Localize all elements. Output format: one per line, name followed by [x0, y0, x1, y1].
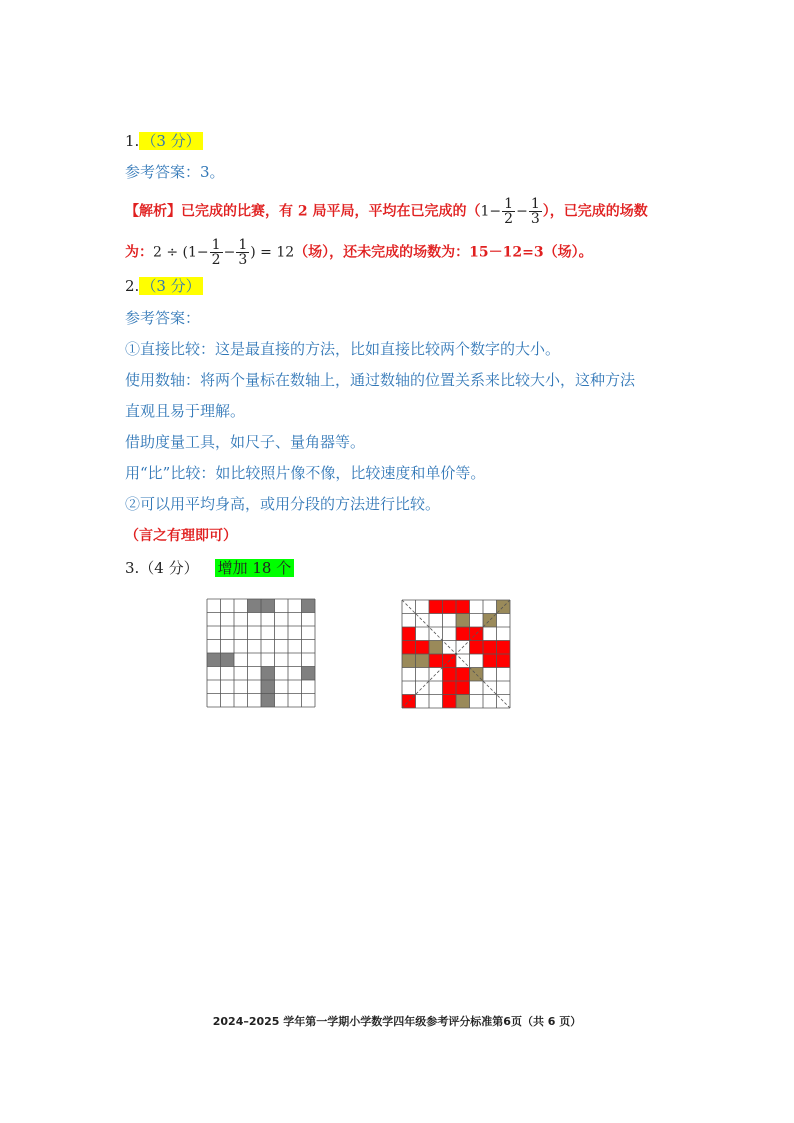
shaded-cell — [261, 599, 275, 613]
shaded-cell — [261, 667, 275, 681]
q1-number: 1. — [125, 132, 140, 150]
frac-den: 2 — [211, 252, 221, 268]
q2-line-5: 用“比”比较：如比较照片像不像，比较速度和单价等。 — [125, 464, 486, 482]
q2-line-2: 使用数轴：将两个量标在数轴上，通过数轴的位置关系来比较大小，这种方法 — [125, 371, 636, 389]
q1-score: （3 分） — [141, 132, 201, 150]
red-cell — [456, 681, 470, 695]
q2-line-4: 借助度量工具，如尺子、量角器等。 — [125, 433, 366, 451]
red-cell — [443, 681, 457, 695]
expr-minus: − — [489, 203, 502, 220]
fraction-third — [236, 238, 249, 267]
red-cell — [443, 668, 457, 682]
red-cell — [443, 600, 457, 614]
red-cell — [402, 641, 416, 655]
q2-note: （言之有理即可） — [125, 528, 237, 544]
q3-number: 3.（4 分） — [125, 559, 199, 577]
q1-analysis-tag: 【解析】 — [125, 203, 181, 220]
red-cell — [497, 654, 511, 668]
shaded-cell — [221, 653, 235, 667]
red-cell — [456, 668, 470, 682]
shaded-cell — [261, 680, 275, 694]
frac-den: 3 — [530, 211, 540, 227]
shaded-cell — [207, 653, 221, 667]
expr-minus: − — [196, 244, 209, 261]
q1-analysis-text-d: （场），还未完成的场数为：15－12=3（场）。 — [294, 244, 593, 261]
frac-num: 1 — [530, 196, 540, 212]
olive-cell — [456, 695, 470, 709]
frac-den: 3 — [238, 252, 248, 268]
expr-one: 1 — [480, 203, 490, 220]
shaded-cell — [302, 667, 316, 681]
q2-score: （3 分） — [141, 277, 201, 295]
red-cell — [443, 695, 457, 709]
frac-den: 2 — [504, 211, 514, 227]
grid-left-figure — [206, 598, 316, 708]
frac-num: 1 — [238, 237, 248, 253]
q2-header — [125, 276, 203, 296]
q1-analysis-line2 — [125, 238, 593, 267]
grid-right-figure — [401, 599, 511, 709]
olive-cell — [429, 641, 443, 655]
fraction-half — [210, 238, 223, 267]
red-cell — [416, 641, 430, 655]
expr-div: 2 ÷ (1 — [153, 244, 197, 261]
q2-line-6: ②可以用平均身高，或用分段的方法进行比较。 — [125, 495, 441, 513]
red-cell — [456, 600, 470, 614]
q2-line-1: ①直接比较：这是最直接的方法，比如直接比较两个数字的大小。 — [125, 340, 561, 358]
q3-answer: 增加 18 个 — [215, 559, 295, 577]
red-cell — [497, 641, 511, 655]
expr-minus: − — [223, 244, 236, 261]
frac-num: 1 — [211, 237, 221, 253]
fraction-third — [529, 197, 542, 226]
q1-analysis-text-a: 已完成的比赛，有 2 局平局，平均在已完成的（ — [181, 203, 481, 220]
olive-cell — [416, 654, 430, 668]
q2-answer-label: 参考答案： — [125, 309, 201, 327]
red-cell — [483, 654, 497, 668]
red-cell — [429, 654, 443, 668]
red-cell — [402, 627, 416, 641]
red-cell — [483, 641, 497, 655]
fraction-half — [502, 197, 515, 226]
expr-minus: − — [516, 203, 528, 220]
red-cell — [470, 641, 484, 655]
olive-cell — [456, 614, 470, 628]
q1-header — [125, 131, 203, 151]
expr-close: ) = 12 — [250, 244, 295, 261]
shaded-cell — [248, 599, 262, 613]
q1-answer: 参考答案：3。 — [125, 163, 225, 181]
q1-analysis-text-b: ），已完成的场数 — [542, 203, 648, 220]
q2-number: 2. — [125, 277, 140, 295]
q2-line-3: 直观且易于理解。 — [125, 402, 246, 420]
shaded-cell — [302, 599, 316, 613]
shaded-cell — [261, 694, 275, 708]
olive-cell — [402, 654, 416, 668]
q1-analysis-text-c: 为： — [125, 244, 153, 261]
red-cell — [456, 627, 470, 641]
q3-header — [125, 558, 294, 578]
page-footer: 2024–2025 学年第一学期小学数学四年级参考评分标准第6页（共 6 页） — [212, 1015, 582, 1028]
frac-num: 1 — [504, 196, 514, 212]
red-cell — [429, 600, 443, 614]
q1-analysis-line1 — [125, 197, 648, 226]
